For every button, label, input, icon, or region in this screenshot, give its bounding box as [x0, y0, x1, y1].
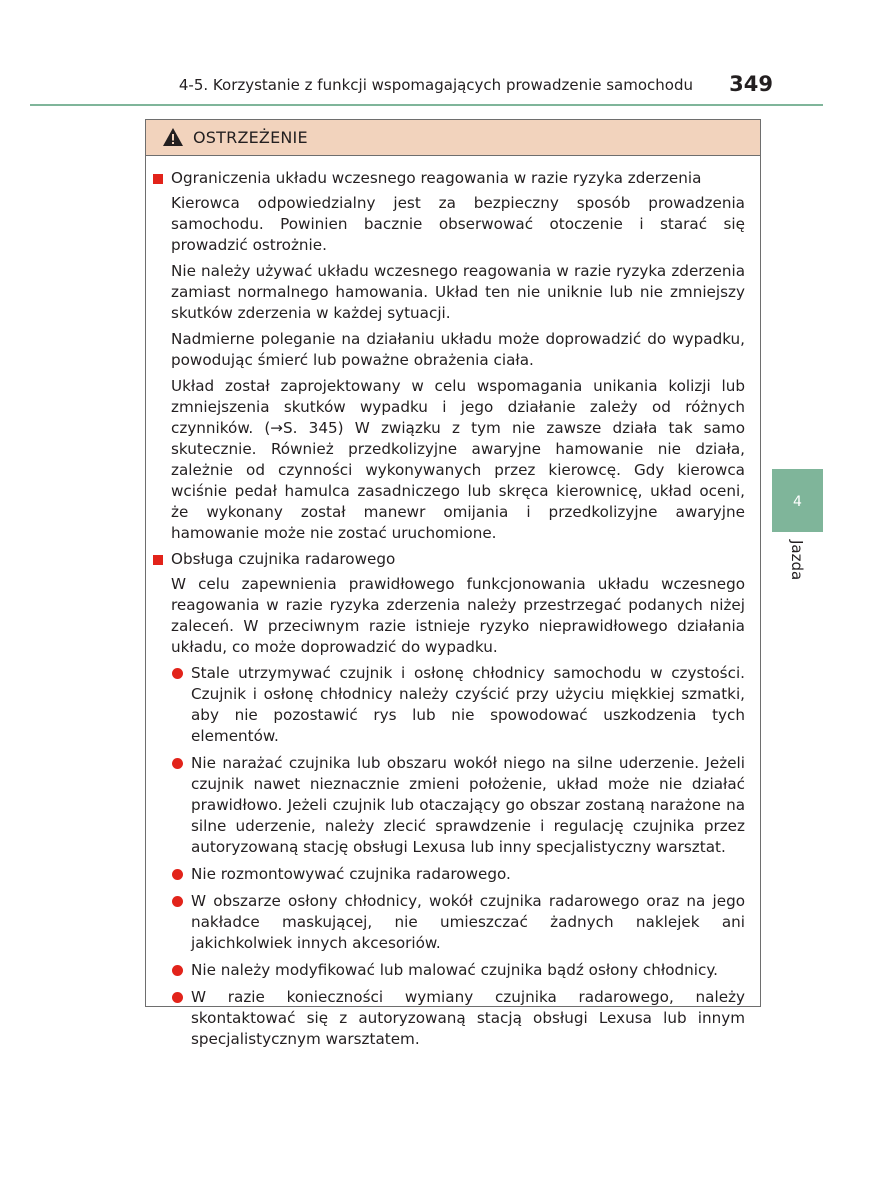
section-title-radar-sensor: [153, 549, 745, 570]
red-dot-icon: [172, 896, 183, 907]
list-item: [153, 753, 745, 858]
chapter-tab: 4: [772, 469, 823, 532]
list-item-text: Nie narażać czujnika lub obszaru wokół niego na silne uderzenie. Jeżeli czujnik nawet nieznacznie zmieni położenie, układ może nie działać prawidłowo. Jeżeli czujnik lub otaczający go obszar zostaną narażone na silne uderzenie, należy zlecić sprawdzenie i regulację czujnika przez autoryzowaną stację obsługi Lexusa lub inny specjalistyczny warsztat.: [191, 754, 745, 856]
warning-content: [153, 168, 745, 1056]
list-item-text: Nie należy modyfikować lub malować czujnika bądź osłony chłodnicy.: [191, 961, 718, 979]
red-dot-icon: [172, 758, 183, 769]
red-dot-icon: [172, 869, 183, 880]
red-square-icon: [153, 555, 163, 565]
section-title-limitations: [153, 168, 745, 189]
list-item-text: Stale utrzymywać czujnik i osłonę chłodnicy samochodu w czystości. Czujnik i osłonę chłodnicy należy czyścić przy użyciu miękkiej szmatki, aby nie pozostawić rys lub nie spowodować uszkodzenia tych elementów.: [191, 664, 745, 745]
warning-title: OSTRZEŻENIE: [193, 128, 308, 147]
paragraph: W celu zapewnienia prawidłowego funkcjonowania układu wczesnego reagowania w razie ryzyka zderzenia należy przestrzegać podanych niżej zaleceń. W przeciwnym razie istnieje ryzyko nieprawidłowego działania układu, co może doprowadzić do wypadku.: [171, 575, 745, 656]
warning-triangle-icon: [162, 127, 184, 147]
paragraph: Nadmierne poleganie na działaniu układu może doprowadzić do wypadku, powodując śmierć lub poważne obrażenia ciała.: [171, 330, 745, 369]
list-item: [153, 663, 745, 747]
paragraph: Kierowca odpowiedzialny jest za bezpieczny sposób prowadzenia samochodu. Powinien bacznie obserwować otoczenie i starać się prowadzić ostrożnie.: [171, 194, 745, 254]
section-title-text: Obsługa czujnika radarowego: [171, 550, 396, 568]
list-item-text: Nie rozmontowywać czujnika radarowego.: [191, 865, 511, 883]
warning-header: [146, 120, 760, 156]
chapter-tab-label: Jazda: [788, 540, 806, 581]
red-dot-icon: [172, 992, 183, 1003]
section-title-text: Ograniczenia układu wczesnego reagowania w razie ryzyka zderzenia: [171, 169, 702, 187]
list-item: [153, 864, 745, 885]
paragraph: Układ został zaprojektowany w celu wspomagania unikania kolizji lub zmniejszenia skutków wypadku i jego działanie zależy od różnych czynników. (→S. 345) W związku z tym nie zawsze działa tak samo skutecznie. Również przedkolizyjne awaryjne hamowanie nie działa, zależnie od czynności wykonywanych przez kierowcę. Gdy kierowca wciśnie pedał hamulca zasadniczego lub skręca kierownicę, układ oceni, że wykonany został manewr omijania i przedkolizyjne awaryjne hamowanie może nie zostać uruchomione.: [171, 377, 745, 542]
list-item-text: W razie konieczności wymiany czujnika radarowego, należy skontaktować się z autoryzowaną stacją obsługi Lexusa lub innym specjalistycznym warsztatem.: [191, 988, 745, 1048]
chapter-title: 4-5. Korzystanie z funkcji wspomagających prowadzenie samochodu: [178, 76, 693, 94]
page-header: [30, 74, 823, 106]
paragraph: Nie należy używać układu wczesnego reagowania w razie ryzyka zderzenia zamiast normalnego hamowania. Układ ten nie uniknie lub nie zmniejszy skutków zderzenia w każdej sytuacji.: [171, 262, 745, 322]
red-square-icon: [153, 174, 163, 184]
list-item: [153, 891, 745, 954]
warning-box: [145, 119, 761, 1048]
red-dot-icon: [172, 668, 183, 679]
list-item: [153, 960, 745, 981]
list-item-text: W obszarze osłony chłodnicy, wokół czujnika radarowego oraz na jego nakładce maskującej, nie umieszczać żadnych naklejek ani jakichkolwiek innych akcesoriów.: [191, 892, 745, 952]
list-item: [153, 987, 745, 1050]
red-dot-icon: [172, 965, 183, 976]
page-number: 349: [729, 72, 773, 96]
